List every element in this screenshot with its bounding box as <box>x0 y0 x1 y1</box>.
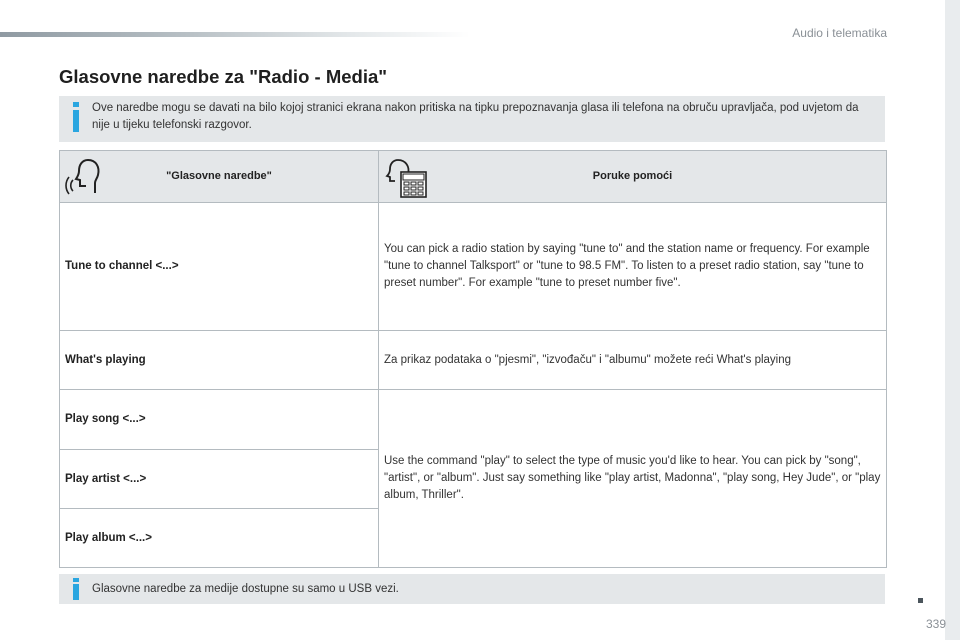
page-number: 339 <box>925 617 946 631</box>
help-messages-header-label: Poruke pomoći <box>592 170 673 182</box>
command-cell: Play artist <...> <box>60 450 379 509</box>
table-header-row <box>60 151 887 203</box>
info-icon <box>72 578 80 600</box>
header-bar <box>0 32 470 37</box>
table-row <box>60 390 887 450</box>
command-cell: Play song <...> <box>60 390 379 450</box>
voice-commands-header <box>60 151 379 203</box>
info-note-bottom-text: Glasovne naredbe za medije dostupne su samo u USB vezi. <box>92 583 399 595</box>
page-edge-strip <box>945 0 960 640</box>
voice-command-icon <box>64 157 104 197</box>
help-cell: You can pick a radio station by saying "tune to" and the station name or frequency. For example "tune to channel Talksport" or "tune to 98.5 FM". To listen to a preset radio station, say "tune to preset number". For example "tune to preset number five". <box>379 203 887 331</box>
command-cell: What's playing <box>60 331 379 390</box>
page-marker <box>918 598 923 603</box>
command-cell: Tune to channel <...> <box>60 203 379 331</box>
command-cell: Play album <...> <box>60 509 379 568</box>
help-messages-header <box>379 151 887 203</box>
table-row <box>60 331 887 390</box>
help-cell: Use the command "play" to select the type of music you'd like to hear. You can pick by "song", "artist", or "album". Just say something like "play artist, Madonna", "play song, Hey Jude", or "play album, Thriller". <box>379 390 887 568</box>
help-message-icon <box>384 157 428 199</box>
help-cell: Za prikaz podataka o "pjesmi", "izvođaču" i "albumu" možete reći What's playing <box>379 331 887 390</box>
info-icon <box>72 102 80 132</box>
voice-commands-header-label: "Glasovne naredbe" <box>166 170 272 182</box>
info-note-top <box>59 96 885 142</box>
section-label: Audio i telematika <box>792 26 887 40</box>
page-title: Glasovne naredbe za "Radio - Media" <box>59 66 388 87</box>
voice-commands-table <box>59 150 887 568</box>
info-note-bottom <box>59 574 885 604</box>
info-note-top-text: Ove naredbe mogu se davati na bilo kojoj stranici ekrana nakon pritiska na tipku prepoznavanja glasa ili telefona na obruču upravljača, pod uvjetom da nije u tijeku telefonski razgovor. <box>92 102 859 131</box>
table-row <box>60 203 887 331</box>
